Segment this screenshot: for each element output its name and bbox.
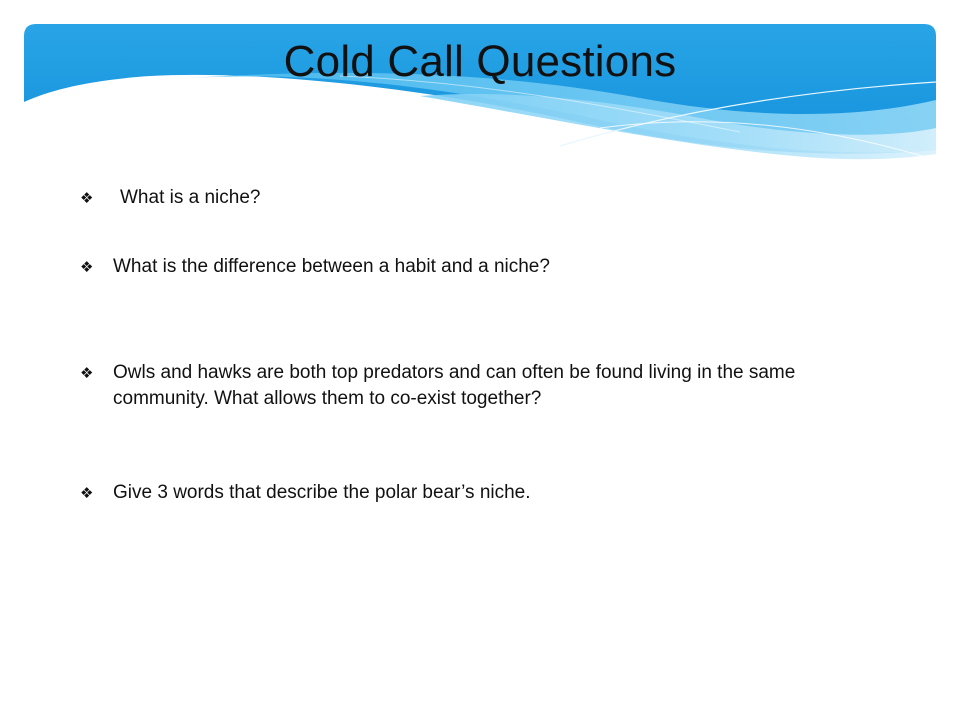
question-text: Give 3 words that describe the polar bear’s niche. bbox=[113, 482, 531, 503]
question-text: What is the difference between a habit and a niche? bbox=[113, 256, 550, 277]
question-item bbox=[80, 480, 880, 506]
slide-title: Cold Call Questions bbox=[283, 37, 677, 86]
question-item bbox=[80, 360, 880, 412]
question-item bbox=[80, 185, 880, 211]
diamond-four-petal-icon: ❖ bbox=[80, 189, 94, 207]
diamond-four-petal-icon: ❖ bbox=[80, 258, 94, 276]
question-text: What is a niche? bbox=[120, 187, 261, 208]
diamond-four-petal-icon: ❖ bbox=[80, 484, 94, 502]
question-text: Owls and hawks are both top predators and can often be found living in the same community. What allows them to co-exist together? bbox=[113, 362, 796, 409]
question-item bbox=[80, 254, 880, 280]
diamond-four-petal-icon: ❖ bbox=[80, 364, 94, 382]
